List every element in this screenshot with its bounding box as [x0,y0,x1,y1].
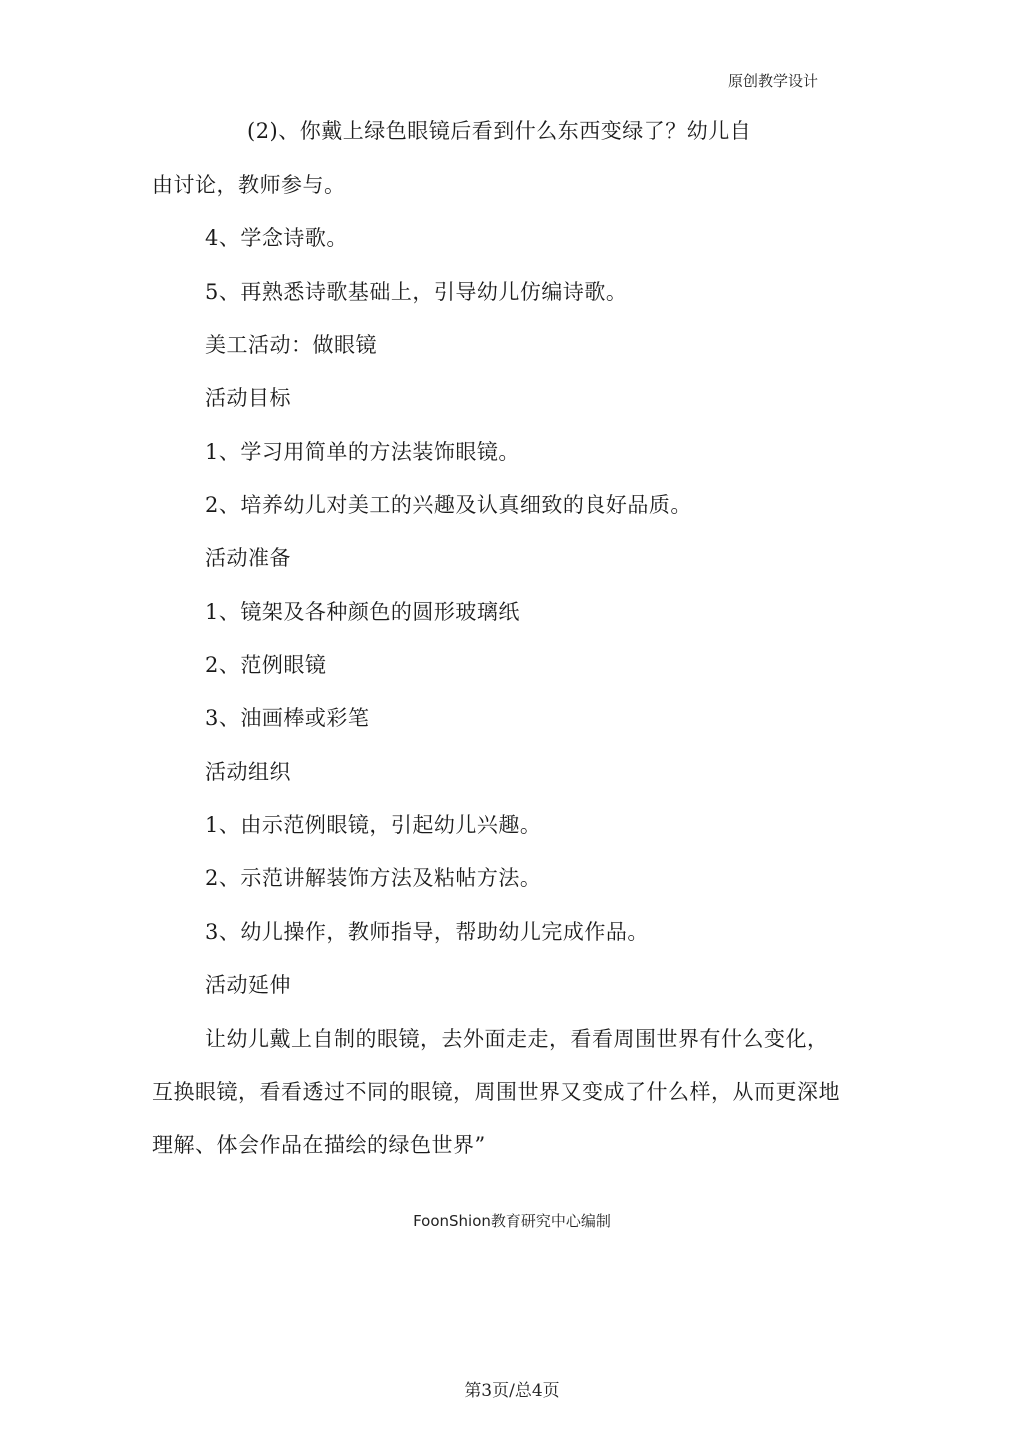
footer-organization: FoonShion教育研究中心编制 [413,1212,611,1230]
body-line: 由讨论，教师参与。 [152,173,346,197]
body-line: 3、幼儿操作，教师指导，帮助幼儿完成作品。 [205,920,649,944]
section-heading: 活动准备 [205,546,291,570]
section-heading: 活动目标 [205,386,291,410]
body-line: 4、学念诗歌。 [205,226,348,250]
body-line: 1、镜架及各种颜色的圆形玻璃纸 [205,600,520,624]
body-line: 2、示范讲解装饰方法及粘帖方法。 [205,866,542,890]
body-line: (2)、你戴上绿色眼镜后看到什么东西变绿了？幼儿自 [247,119,752,143]
body-line: 2、培养幼儿对美工的兴趣及认真细致的良好品质。 [205,493,692,517]
body-line: 理解、体会作品在描绘的绿色世界” [152,1133,486,1157]
section-heading: 活动组织 [205,760,291,784]
page-header: 原创教学设计 [728,72,819,90]
body-line: 3、油画棒或彩笔 [205,706,370,730]
section-heading: 美工活动：做眼镜 [205,333,377,357]
body-line: 1、由示范例眼镜，引起幼儿兴趣。 [205,813,542,837]
body-line: 2、范例眼镜 [205,653,327,677]
body-line: 互换眼镜，看看透过不同的眼镜，周围世界又变成了什么样，从而更深地 [152,1080,840,1104]
page-number: 第3页/总4页 [464,1381,560,1401]
body-line: 让幼儿戴上自制的眼镜，去外面走走，看看周围世界有什么变化， [205,1027,829,1051]
body-line: 1、学习用简单的方法装饰眼镜。 [205,440,520,464]
body-line: 5、再熟悉诗歌基础上，引导幼儿仿编诗歌。 [205,280,628,304]
section-heading: 活动延伸 [205,973,291,997]
